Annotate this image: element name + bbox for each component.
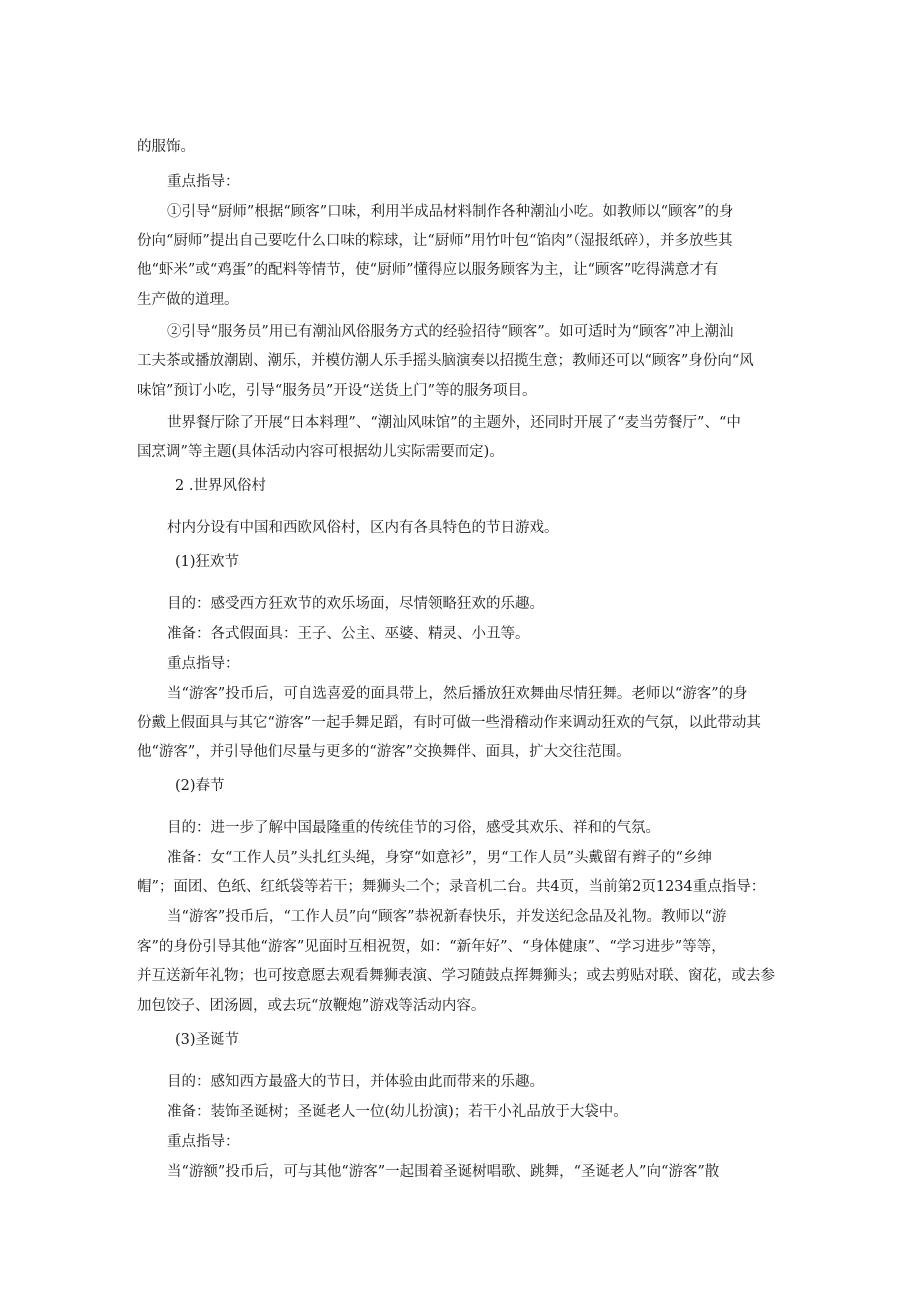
text-line: ②引导“服务员”用已有潮汕风俗服务方式的经验招待“顾客”。如可适时为“顾客”冲上潮汕 <box>167 323 734 340</box>
text-line: 目的：感知西方最盛大的节日，并体验由此而带来的乐趣。 <box>167 1073 544 1090</box>
text-line: 目的：进一步了解中国最隆重的传统佳节的习俗，感受其欢乐、祥和的气氛。 <box>167 819 660 836</box>
text-line: 准备：装饰圣诞树；圣诞老人一位(幼儿扮演)；若干小礼品放于大袋中。 <box>167 1103 628 1120</box>
text-line: 准备：女“工作人员”头扎红头绳，身穿“如意衫”，男“工作人员”头戴留有辫子的“乡绅 <box>167 849 712 866</box>
text-line: 他“游客”，并引导他们尽量与更多的“游客”交换舞伴、面具，扩大交往范围。 <box>137 743 631 760</box>
text-line: ①引导“厨师”根据“顾客”口味，利用半成品材料制作各种潮汕小吃。如教师以“顾客”的身 <box>167 203 734 220</box>
subsection-heading: (1)狂欢节 <box>175 553 240 570</box>
section-heading: 重点指导： <box>167 173 240 190</box>
text-line: 国烹调”等主题(具体活动内容可根据幼儿实际需要而定)。 <box>137 443 504 460</box>
text-line: 加包饺子、团汤圆，或去玩“放鞭炮”游戏等活动内容。 <box>137 997 486 1014</box>
text-line: 客”的身份引导其他“游客”见面时互相祝贺，如：“新年好”、“身体健康”、“学习进步”等等， <box>137 938 726 955</box>
text-line: 准备：各式假面具：王子、公主、巫婆、精灵、小丑等。 <box>167 625 530 642</box>
section-heading: 重点指导： <box>167 1133 240 1150</box>
text-line: 当“游客”投币后，可自选喜爱的面具带上，然后播放狂欢舞曲尽情狂舞。老师以“游客”的身 <box>167 685 748 702</box>
text-line: 工夫茶或播放潮剧、潮乐，并模仿潮人乐手摇头脑演奏以招揽生意；教师还可以“顾客”身份向“风 <box>137 352 754 369</box>
text-line: 当“游客”投币后，“工作人员”向“顾客”恭祝新春快乐，并发送纪念品及礼物。教师以“游 <box>167 908 727 925</box>
text-line: 当“游额”投币后，可与其他“游客”一起围着圣诞树唱歌、跳舞，“圣诞老人”向“游客”散 <box>167 1163 720 1180</box>
text-line: 份向“厨师”提出自己要吃什么口味的粽球，让“厨师”用竹叶包“馅肉”（湿报纸碎），并多放些其 <box>137 232 733 249</box>
text-line: 味馆”预订小吃，引导“服务员”开设“送货上门”等的服务项目。 <box>137 382 537 399</box>
text-line: 帽”；面团、色纸、红纸袋等若干；舞狮头二个；录音机二台。共4页，当前第2页1234重点指导： <box>137 878 766 895</box>
text-line: 他“虾米”或“鸡蛋”的配料等情节，使“厨师”懂得应以服务顾客为主，让“顾客”吃得满意才有 <box>137 261 719 278</box>
section-heading: 2 .世界风俗村 <box>175 477 266 494</box>
text-line: 村内分设有中国和西欧风俗村，区内有各具特色的节日游戏。 <box>167 519 559 536</box>
section-heading: 重点指导： <box>167 655 240 672</box>
text-line: 的服饰。 <box>137 138 195 155</box>
subsection-heading: (3)圣诞节 <box>175 1031 240 1048</box>
text-line: 份戴上假面具与其它“游客”一起手舞足蹈，有时可做一些滑稽动作来调动狂欢的气氛，以此带动其 <box>137 714 761 731</box>
text-line: 并互送新年礼物；也可按意愿去观看舞狮表演、学习随鼓点挥舞狮头；或去剪贴对联、窗花，或去参 <box>137 967 775 984</box>
subsection-heading: (2)春节 <box>175 777 225 794</box>
text-line: 目的：感受西方狂欢节的欢乐场面，尽情领略狂欢的乐趣。 <box>167 595 544 612</box>
text-line: 生产做的道理。 <box>137 291 239 308</box>
text-line: 世界餐厅除了开展“日本料理”、“潮汕风味馆”的主题外，还同时开展了“麦当劳餐厅”、“中 <box>167 414 741 431</box>
